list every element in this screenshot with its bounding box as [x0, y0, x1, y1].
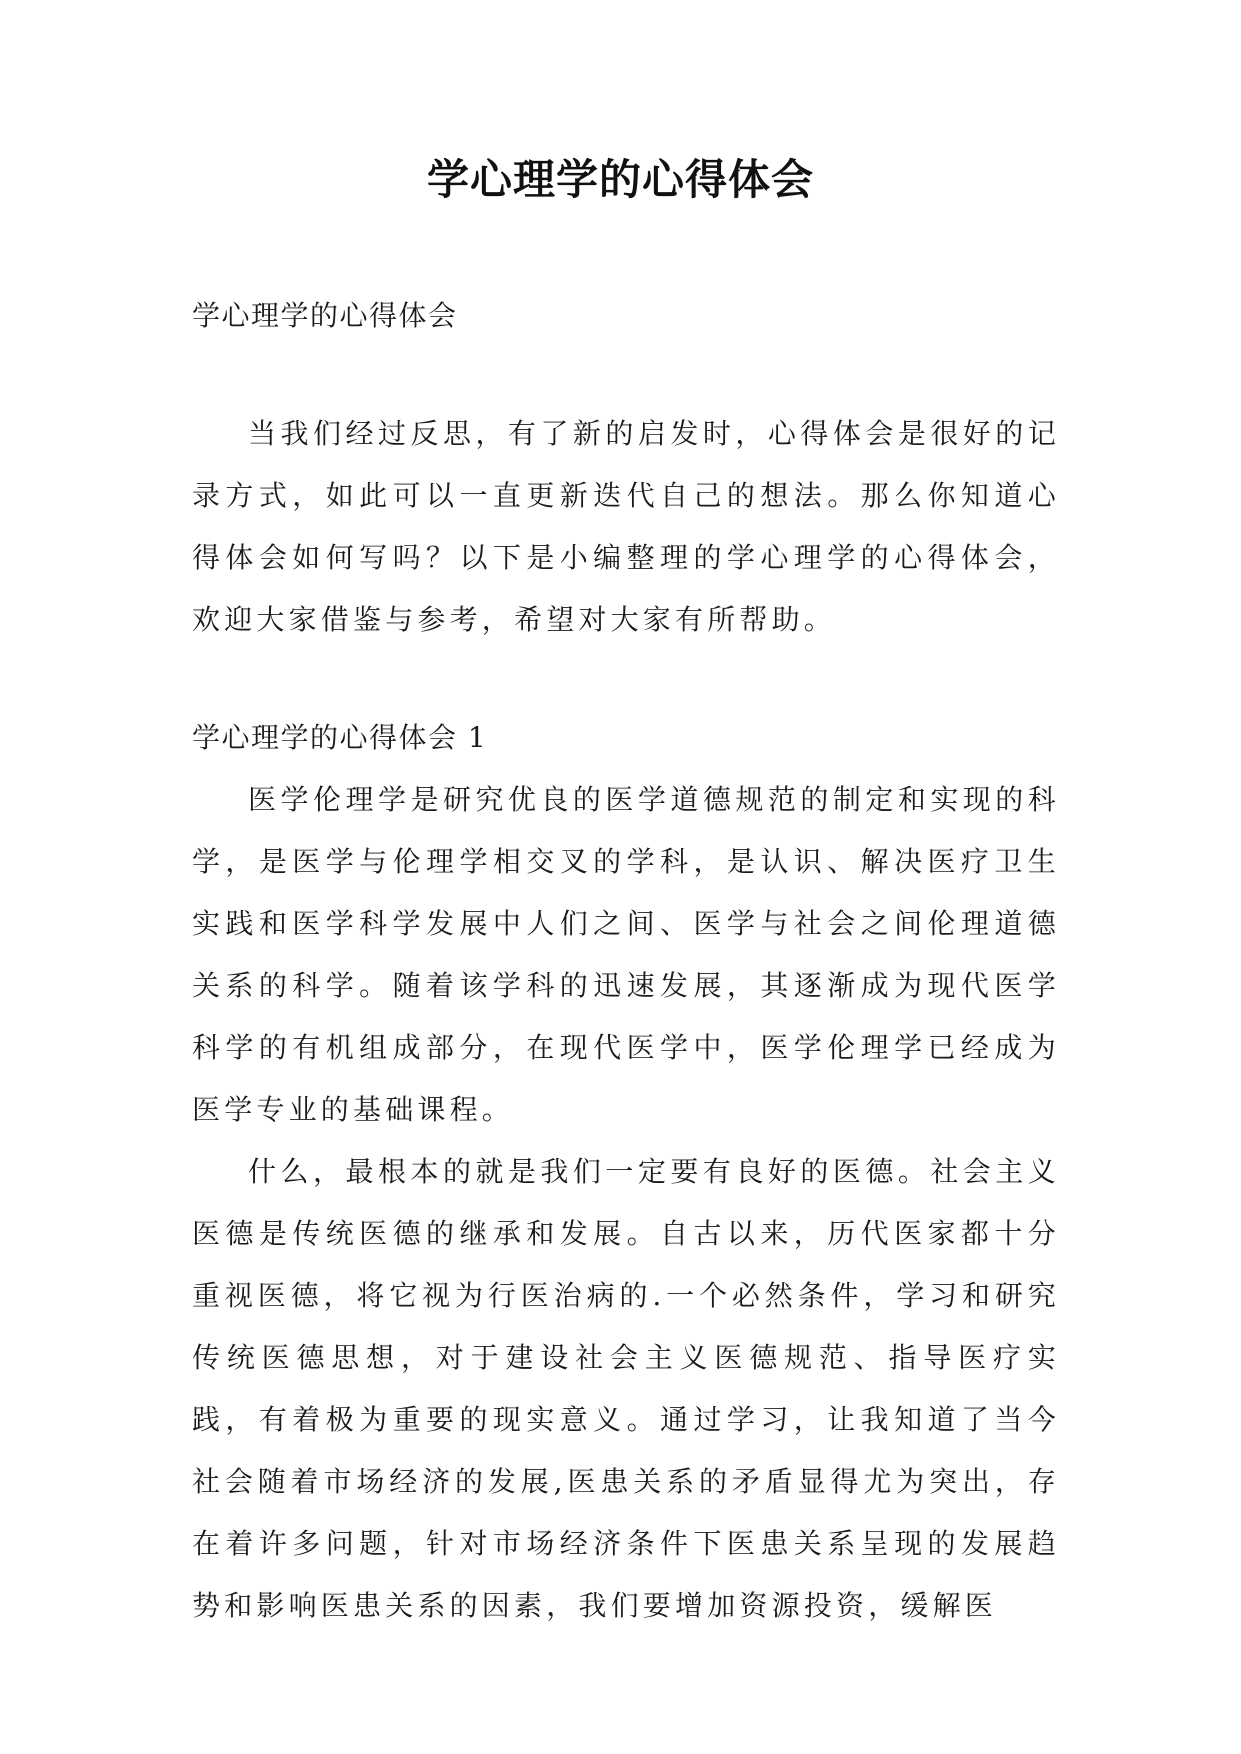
document-title: 学心理学的心得体会: [426, 155, 814, 204]
intro-paragraph: 当我们经过反思，有了新的启发时，心得体会是很好的记录方式，如此可以一直更新迭代自己的想法。那么你知道心得体会如何写吗？以下是小编整理的学心理学的心得体会，欢迎大家借鉴与参考，希望对大家有所帮助。: [192, 417, 1060, 636]
body-paragraph-1: 医学伦理学是研究优良的医学道德规范的制定和实现的科学，是医学与伦理学相交叉的学科，是认识、解决医疗卫生实践和医学科学发展中人们之间、医学与社会之间伦理道德关系的科学。随着该学科的迅速发展，其逐渐成为现代医学科学的有机组成部分，在现代医学中，医学伦理学已经成为医学专业的基础课程。: [192, 783, 1060, 1126]
spacer: [192, 347, 1060, 403]
section-heading: 学心理学的心得体会 1: [192, 721, 488, 754]
body-paragraph-2: 什么，最根本的就是我们一定要有良好的医德。社会主义医德是传统医德的继承和发展。自古以来，历代医家都十分重视医德，将它视为行医治病的.一个必然条件，学习和研究传统医德思想，对于建设社会主义医德规范、指导医疗实践，有着极为重要的现实意义。通过学习，让我知道了当今社会随着市场经济的发展,医患关系的矛盾显得尤为突出，存在着许多问题，针对市场经济条件下医患关系呈现的发展趋势和影响医患关系的因素，我们要增加资源投资，缓解医: [192, 1155, 1060, 1622]
document-subtitle: 学心理学的心得体会: [192, 299, 458, 332]
spacer: [192, 651, 1060, 707]
document-body: [192, 285, 1060, 1637]
